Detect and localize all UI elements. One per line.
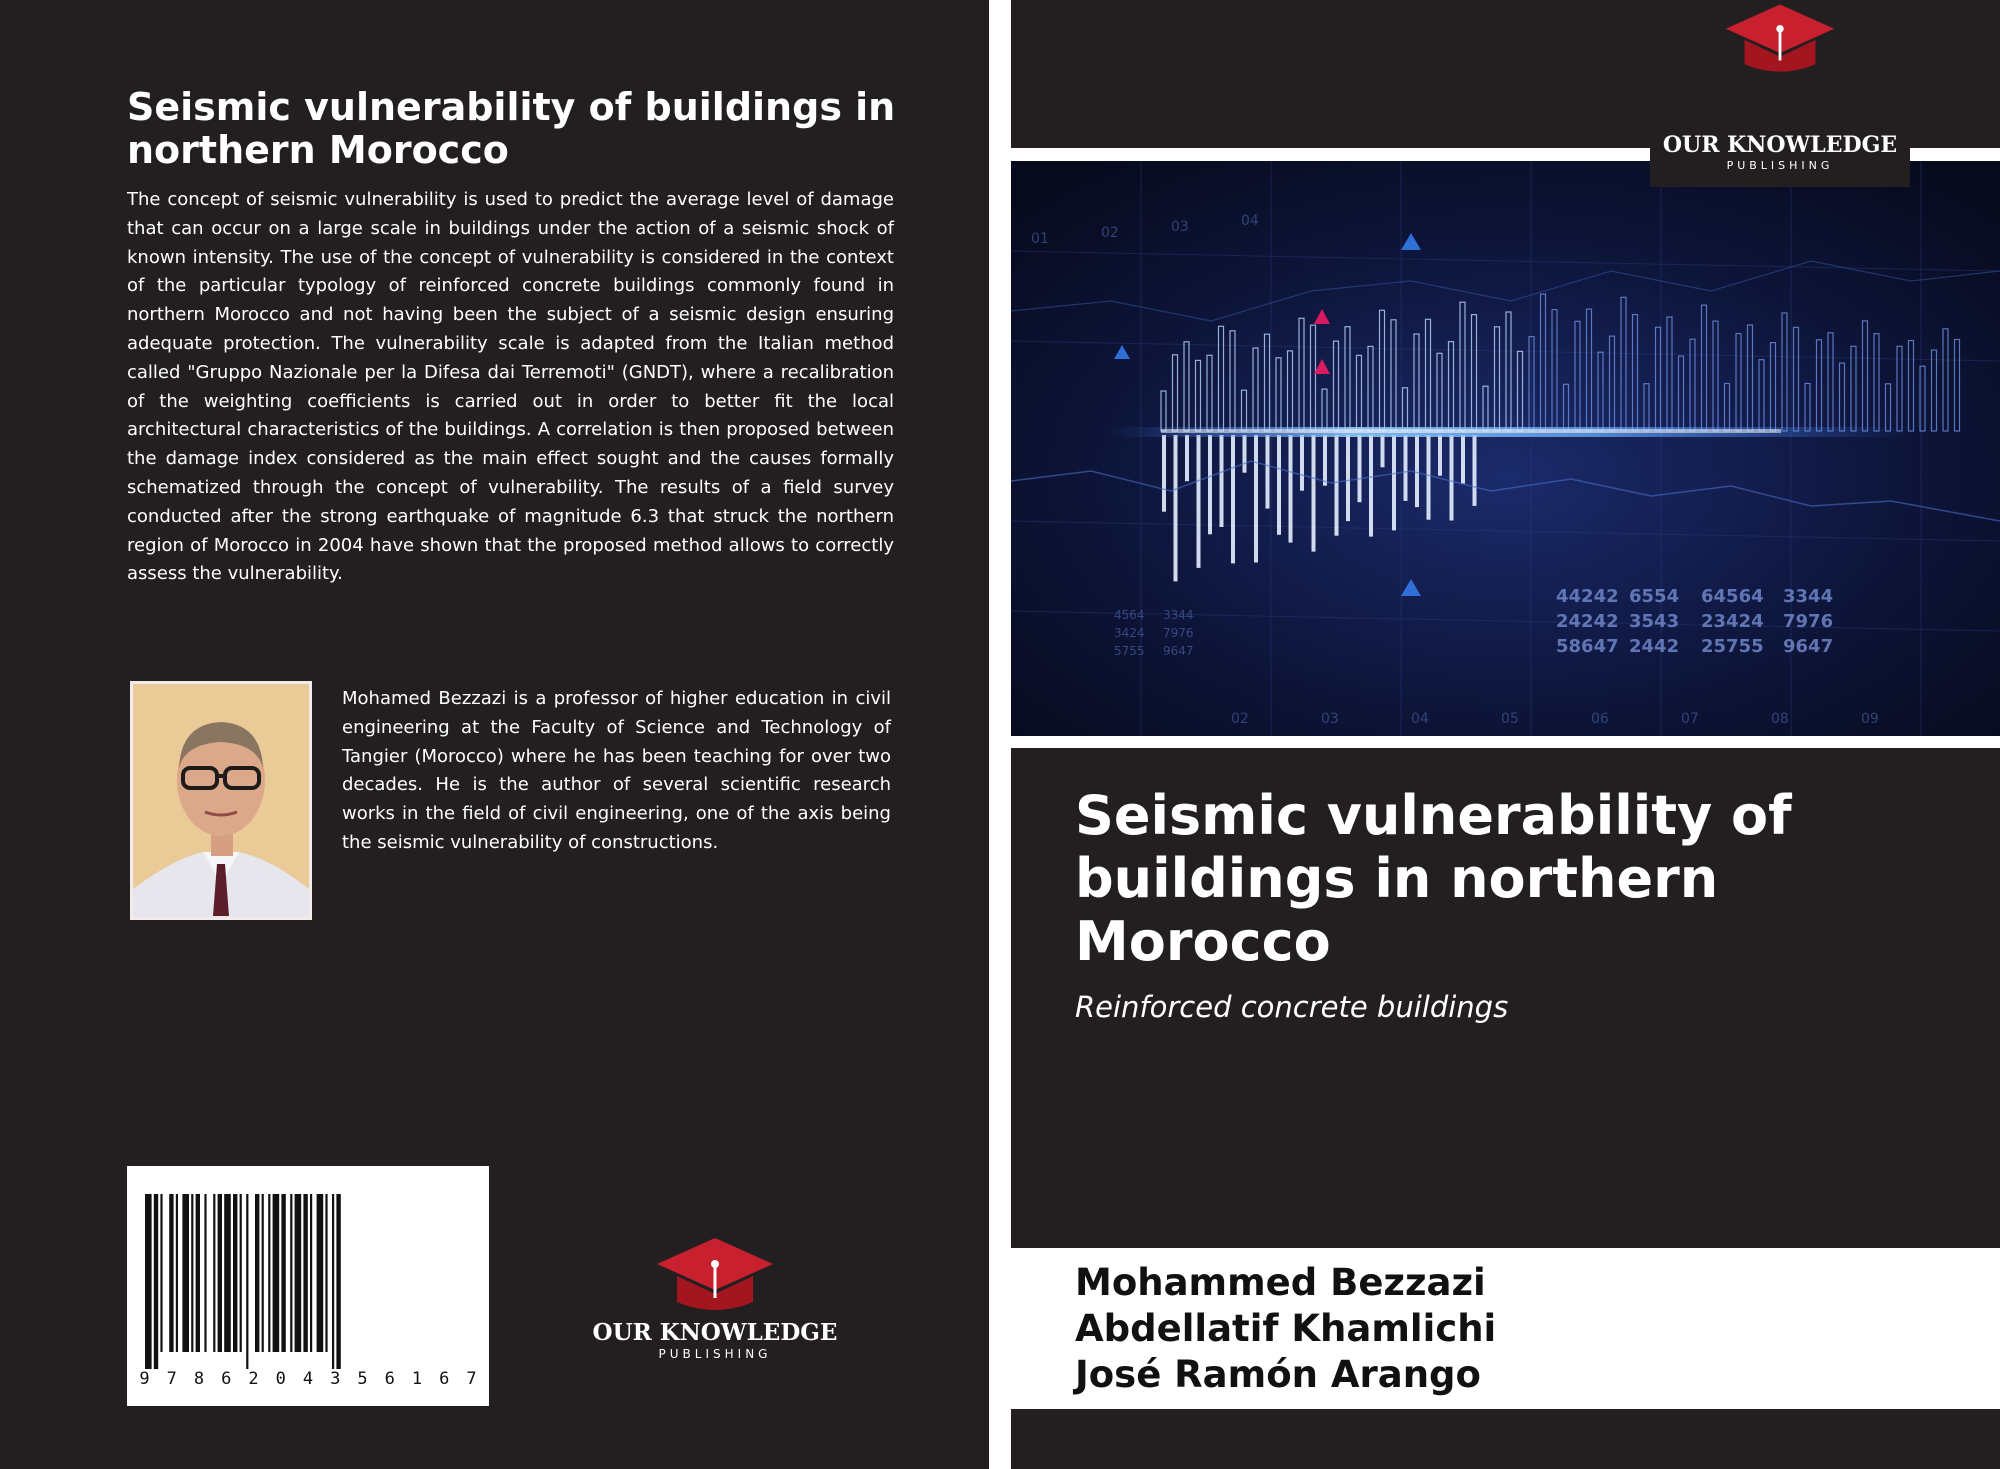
isbn-barcode	[127, 1166, 489, 1406]
cover-image-seismic-graph	[1011, 161, 2000, 736]
author-name: José Ramón Arango	[1075, 1353, 1481, 1396]
barcode-bar	[204, 1194, 206, 1352]
barcode-bar	[325, 1194, 327, 1352]
barcode-bar	[145, 1194, 152, 1369]
waveform-bar	[1277, 435, 1281, 535]
waveform-bar	[1300, 435, 1304, 491]
barcode-bar	[191, 1194, 193, 1352]
barcode-bar	[303, 1194, 307, 1352]
publisher-name: OUR KNOWLEDGE	[1662, 132, 1898, 158]
barcode-bar	[196, 1194, 200, 1352]
image-number-label: 58647	[1556, 636, 1619, 657]
image-number-label: 04	[1411, 711, 1429, 727]
barcode-bar	[246, 1194, 248, 1369]
author-list	[1075, 1260, 1955, 1398]
image-number-label: 07	[1681, 711, 1699, 727]
waveform-bar	[1312, 435, 1316, 552]
barcode-bar	[268, 1194, 270, 1352]
image-number-label: 3543	[1629, 611, 1680, 632]
barcode-bar	[160, 1194, 162, 1352]
waveform-bar	[1197, 435, 1201, 568]
barcode-bars	[141, 1194, 475, 1369]
isbn-digit: 1	[411, 1369, 423, 1389]
isbn-digit: 7	[166, 1369, 177, 1389]
graduation-cap-icon	[1724, 2, 1836, 76]
barcode-bar	[290, 1194, 292, 1352]
spine	[989, 0, 1011, 1469]
publisher-name: OUR KNOWLEDGE	[592, 1319, 838, 1346]
publisher-logo-front-box	[1650, 0, 1910, 187]
image-number-label: 06	[1591, 711, 1609, 727]
author-bio: Mohamed Bezzazi is a professor of higher education in civil engineering at the Faculty of Science and Technology of Tangier (Morocco) where he has been teaching for over two decades. He is the author of several scientific research works in the field of civil engineering, one of the axis being the seismic vulnerability of constructions.	[342, 688, 891, 853]
isbn-digit: 7	[466, 1369, 477, 1389]
isbn-digit: 6	[221, 1369, 232, 1389]
waveform-bar	[1381, 435, 1385, 467]
image-number-label: 9647	[1783, 636, 1834, 657]
waveform-bar	[1289, 435, 1293, 543]
isbn-digit: 3	[330, 1369, 341, 1389]
image-number-label: 23424	[1701, 611, 1764, 632]
image-number-label: 02	[1101, 225, 1119, 241]
image-number-label: 04	[1241, 213, 1259, 229]
waveform-bar	[1254, 435, 1258, 563]
image-number-label: 02	[1231, 711, 1249, 727]
isbn-digit: 9	[139, 1369, 150, 1389]
image-number-label: 64564	[1701, 586, 1764, 607]
publisher-sub: PUBLISHING	[658, 1347, 772, 1361]
barcode-bar	[317, 1194, 324, 1352]
image-number-label: 44242	[1556, 586, 1619, 607]
front-cover	[1011, 0, 2000, 1469]
barcode-bar	[218, 1194, 222, 1352]
image-number-label: 09	[1861, 711, 1879, 727]
waveform-bar	[1220, 435, 1224, 527]
front-title-block	[1011, 748, 2000, 1248]
barcode-bar	[176, 1194, 178, 1352]
seismic-waveform-image	[1011, 161, 2000, 736]
waveform-bar	[1231, 435, 1235, 563]
barcode-bar	[262, 1194, 264, 1352]
waveform-bar	[1358, 435, 1362, 502]
author-name: Abdellatif Khamlichi	[1075, 1307, 1497, 1350]
publisher-sub: PUBLISHING	[1726, 159, 1834, 172]
barcode-bar	[169, 1194, 173, 1352]
barcode-bar	[224, 1194, 231, 1352]
front-cover-title: Seismic vulnerability of buildings in northern Morocco	[1075, 784, 1792, 973]
image-number-label: 7976	[1163, 626, 1194, 640]
isbn-digit: 8	[193, 1369, 205, 1389]
image-number-label: 7976	[1783, 611, 1834, 632]
isbn-digit: 0	[275, 1369, 286, 1389]
waveform-bar	[1185, 435, 1189, 481]
barcode-bar	[295, 1194, 302, 1352]
image-number-label: 03	[1171, 219, 1189, 235]
image-number-label: 2442	[1629, 636, 1680, 657]
back-cover-description: The concept of seismic vulnerability is used to predict the average level of damage that can occur on a large scale in buildings under the action of a seismic shock of known intensity. The use of the concept of vulnerability is considered in the context of the particular typology of reinforced concrete buildings commonly found in northern Morocco and not having been the subject of a seismic design ensuring adequate protection. The vulnerability scale is adapted from the Italian method called "Gruppo Nazionale per la Difesa dai Terremoti" (GNDT), where a recalibration of the weighting coefficients is carried out in order to better fit the local architectural characteristics of the buildings. A correlation is then proposed between the damage index considered as the main effect sought and the causes formally schematized through the concept of vulnerability. The results of a field survey conducted after the strong earthquake of magnitude 6.3 that struck the northern region of Morocco in 2004 have shown that the proposed method allows to correctly assess the vulnerability.	[127, 189, 894, 585]
waveform-bar	[1404, 435, 1408, 501]
waveform-bar	[1243, 435, 1247, 473]
barcode-bar	[281, 1194, 285, 1352]
image-number-label: 24242	[1556, 611, 1619, 632]
barcode-bar	[240, 1194, 242, 1352]
isbn-digit: 6	[384, 1369, 395, 1389]
waveform-bar	[1415, 435, 1419, 507]
image-number-label: 3424	[1114, 626, 1145, 640]
waveform-bar	[1461, 435, 1465, 484]
image-number-label: 3344	[1163, 608, 1194, 622]
image-number-label: 03	[1321, 711, 1339, 727]
waveform-bar	[1208, 435, 1212, 534]
isbn-digit: 6	[439, 1369, 450, 1389]
waveform-bar	[1162, 435, 1166, 512]
image-number-label: 5755	[1114, 644, 1145, 658]
image-number-label: 25755	[1701, 636, 1764, 657]
barcode-bar	[336, 1194, 340, 1369]
waveform-bar	[1438, 435, 1442, 476]
barcode-bar	[255, 1194, 259, 1352]
publisher-logo-front	[1650, 50, 1910, 174]
image-number-label: 6554	[1629, 586, 1680, 607]
isbn-number	[135, 1369, 481, 1389]
waveform-bar	[1346, 435, 1350, 521]
barcode-bar	[332, 1194, 334, 1369]
author-name: Mohammed Bezzazi	[1075, 1261, 1486, 1304]
image-number-label: 9647	[1163, 644, 1194, 658]
barcode-bar	[233, 1194, 237, 1352]
waveform-bar	[1427, 435, 1431, 520]
waveform-bar	[1473, 435, 1477, 506]
author-photo	[130, 681, 312, 920]
front-cover-subtitle: Reinforced concrete buildings	[1075, 990, 1509, 1024]
image-number-label: 01	[1031, 231, 1049, 247]
graduation-cap-icon	[655, 1236, 775, 1314]
waveform-bar	[1392, 435, 1396, 530]
waveform-bar	[1335, 435, 1339, 536]
back-cover	[0, 0, 989, 1469]
waveform-bar	[1450, 435, 1454, 521]
back-cover-title: Seismic vulnerability of buildings in northern Morocco	[127, 85, 896, 172]
barcode-bar	[213, 1194, 215, 1352]
barcode-bar	[182, 1194, 189, 1352]
waveform-bar	[1266, 435, 1270, 509]
waveform-bar	[1323, 435, 1327, 486]
barcode-bar	[310, 1194, 312, 1352]
publisher-logo-back	[570, 1236, 860, 1362]
isbn-digit: 5	[357, 1369, 368, 1389]
image-number-label: 3344	[1783, 586, 1834, 607]
image-number-label: 4564	[1114, 608, 1145, 622]
waveform-bar	[1174, 435, 1178, 581]
front-bottom-band	[1011, 1409, 2000, 1469]
image-number-label: 08	[1771, 711, 1789, 727]
isbn-digit: 2	[248, 1369, 259, 1389]
author-portrait-image	[133, 684, 309, 917]
isbn-digit: 4	[302, 1369, 314, 1389]
image-number-label: 05	[1501, 711, 1519, 727]
barcode-bar	[154, 1194, 158, 1369]
barcode-bar	[273, 1194, 280, 1352]
waveform-bar	[1369, 435, 1373, 537]
